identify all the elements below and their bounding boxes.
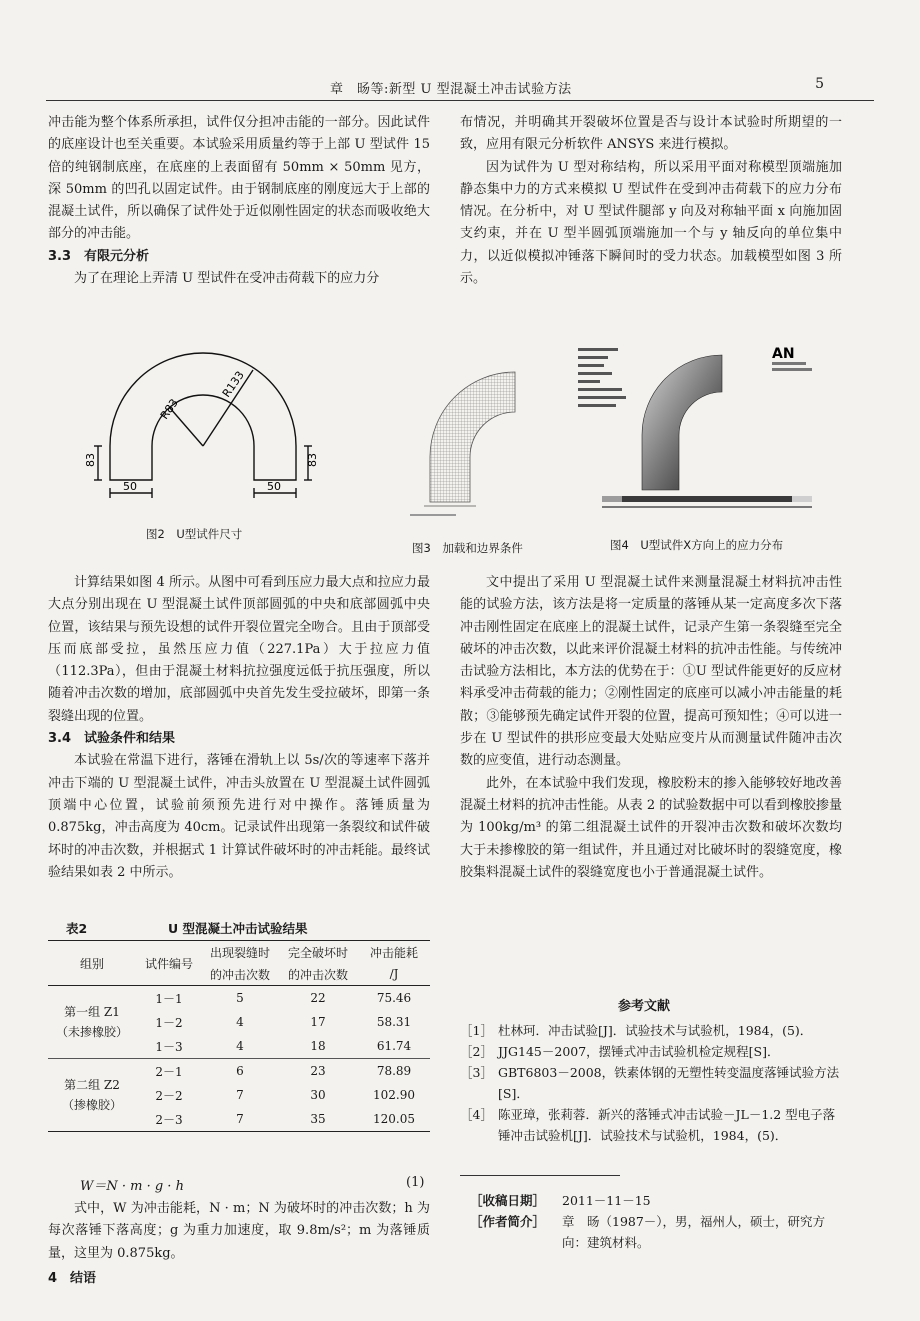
left-column-bottom	[48, 572, 430, 884]
table-header-crack: 出现裂缝时	[209, 945, 270, 960]
paragraph: 因为试件为 U 型对称结构，所以采用平面对称模型顶端施加静态集中力的方式来模拟 U 型试件在受到冲击荷载下的应力分布情况。在分析中，对 U 型试件腿部 y 向及对称轴平面 x 向施加固支约束，并在 U 型半圆弧顶端施加一个与 y 轴反向的单位集中力，以近似模拟冲锤落下瞬间时的受力状态。加载模型如图 3 所示。	[460, 159, 842, 287]
dim-width-right: 50	[267, 480, 281, 493]
table-header-failure: 完全破坏时	[287, 945, 348, 960]
paragraph: 布情况，并明确其开裂破坏位置是否与设计本试验时所期望的一致，应用有限元分析软件 ANSYS 来进行模拟。	[460, 115, 842, 153]
table-header-failure-2: 的冲击次数	[287, 967, 348, 982]
table-row: 第二组 Z2 （掺橡胶） 2－1 6 23 78.89	[48, 1059, 430, 1084]
dim-r133: R133	[219, 368, 247, 400]
meta-rule	[460, 1175, 620, 1176]
paragraph: 本试验在常温下进行，落锤在滑轨上以 5s/次的等速率下落并冲击下端的 U 型混凝土试件，冲击头放置在 U 型混凝土试件圆弧顶端中心位置，试验前须预先进行对中操作。落锤质量为 0.875kg，冲击高度为 40cm。记录试件出现第一条裂纹和试件破坏时的冲击次数，并根据式 1 计算试件破坏时的冲击耗能。最终试验结果如表 2 中所示。	[48, 753, 430, 880]
article-meta	[470, 1190, 842, 1253]
right-column-top	[460, 112, 842, 290]
paragraph: 计算结果如图 4 所示。从图中可看到压应力最大点和拉应力最大点分别出现在 U 型混凝土试件顶部圆弧的中央和底部圆弧中央位置，该结果与预先设想的试件开裂位置完全吻合。且由于顶部受压而底部受拉，虽然压应力值（227.1Pa）大于拉应力值（112.3Pa），但由于混凝土材料抗拉强度远低于抗压强度，所以随着冲击次数的增加，底部圆弧中央首先发生受拉破坏，即第一条裂缝出现的位置。	[48, 575, 430, 724]
table-label: 表2	[66, 921, 88, 936]
dim-height-left: 83	[84, 453, 97, 467]
page-number: 5	[815, 76, 824, 92]
paragraph: 为了在理论上弄清 U 型试件在受冲击荷载下的应力分	[74, 271, 380, 287]
references-list	[460, 1020, 842, 1146]
dim-r83: R83	[157, 396, 181, 422]
paragraph: 此外，在本试验中我们发现，橡胶粉末的掺入能够较好地改善混凝土材料的抗冲击性能。从表 2 的试验数据中可以看到橡胶掺量为 100kg/m³ 的第二组混凝土试件的开裂冲击次数和破坏次数均大于未掺橡胶的第一组试件，并且通过对比破坏时的裂缝宽度，橡胶集料混凝土试件的裂缝宽度也小于普通混凝土试件。	[460, 775, 842, 880]
figure-3-caption: 图3 加载和边界条件	[412, 541, 523, 555]
table-row: 第一组 Z1 （未掺橡胶） 1－1 5 22 75.46	[48, 986, 430, 1011]
left-column-top	[48, 112, 430, 290]
reference-item: ［2］ JJG145－2007，摆锤式冲击试验机检定规程[S]．	[460, 1044, 780, 1059]
paragraph: 冲击能为整个体系所承担，试件仅分担冲击能的一部分。因此试件的底座设计也至关重要。本试验采用质量约等于上部 U 型试件 15 倍的纯钢制底座，在底座的上表面留有 50mm × 50mm 见方，深 50mm 的凹孔以固定试件。由于钢制底座的刚度远大于上部的混凝土试件，所以确保了试件处于近似刚性固定的状态而吸收绝大部分的冲击能。	[48, 115, 430, 242]
figure-stress-plot	[572, 340, 844, 518]
group-cell: 第二组 Z2 （掺橡胶）	[48, 1059, 136, 1132]
dim-width-left: 50	[123, 480, 137, 493]
right-column-bottom	[460, 572, 842, 884]
table-results	[48, 940, 430, 1132]
formula-explanation: 式中，W 为冲击能耗，N · m；N 为破坏时的冲击次数；h 为每次落锤下落高度；g 为重力加速度，取 9.8m/s²；m 为落锤质量，这里为 0.875kg。	[48, 1201, 430, 1261]
figure-2-caption: 图2 U型试件尺寸	[146, 527, 243, 541]
reference-item: ［1］ 杜林珂．冲击试验[J]．试验技术与试验机，1984，(5)．	[460, 1023, 813, 1038]
section-heading: 4 结语	[48, 1271, 97, 1286]
section-heading: 3.4 试验条件和结果	[48, 731, 176, 747]
table-header-energy-2: /J	[389, 967, 399, 981]
table-title: U 型混凝土冲击试验结果	[168, 921, 308, 936]
ansys-logo: AN	[772, 346, 795, 362]
table-header-specimen: 试件编号	[136, 941, 202, 986]
author-info: ［作者简介］ 章 旸（1987－），男，福州人，硕士，研究方向：建筑材料。	[470, 1214, 826, 1250]
group-cell: 第一组 Z1 （未掺橡胶）	[55, 1005, 128, 1039]
table-row: 2－2 7 30 102.90	[155, 1088, 415, 1103]
reference-item: ［4］ 陈亚璋，张莉蓉．新兴的落锤式冲击试验－JL－1.2 型电子落锤冲击试验机[J]．试验技术与试验机，1984，(5)．	[460, 1107, 836, 1143]
figure-u-specimen-drawing	[70, 350, 340, 510]
references-title: 参考文献	[618, 999, 671, 1014]
table-header-energy: 冲击能耗	[369, 945, 418, 960]
table-row: 1－2 4 17 58.31	[155, 1015, 412, 1030]
figure-mesh-drawing	[410, 352, 560, 522]
running-title: 章 旸等:新型 U 型混凝土冲击试验方法	[330, 82, 572, 97]
header-rule	[46, 100, 874, 101]
received-date: ［收稿日期］ 2011－11－15	[470, 1193, 651, 1208]
formula: W＝N · m · g · h	[80, 1179, 184, 1194]
table-row: 2－3 7 35 120.05	[48, 1107, 430, 1132]
dim-height-right: 83	[306, 453, 319, 467]
table-header-group: 组别	[48, 941, 136, 986]
section-heading: 3.3 有限元分析	[48, 248, 150, 264]
reference-item: ［3］ GBT6803－2008，铁素体钢的无塑性转变温度落锤试验方法[S]．	[460, 1065, 840, 1101]
figure-4-caption: 图4 U型试件X方向上的应力分布	[610, 538, 784, 552]
paragraph: 文中提出了采用 U 型混凝土试件来测量混凝土材料抗冲击性能的试验方法，该方法是将一定质量的落锤从某一定高度多次下落冲击刚性固定在底座上的混凝土试件，记录产生第一条裂缝至完全破坏的冲击次数，以此来评价混凝土材料的抗冲击性能。与传统冲击试验方法相比，本方法的优势在于：①U 型试件能更好的反应材料承受冲击荷载的能力；②刚性固定的底座可以减小冲击能量的耗散；③能够预先确定试件开裂的位置，提高可预知性；④可以进一步在 U 型试件的拱形应变最大处贴应变片从而测量试件随冲击次数的应变值，进行动态测量。	[460, 575, 842, 769]
table-header-crack-2: 的冲击次数	[209, 967, 270, 982]
formula-number: (1)	[406, 1175, 425, 1190]
table-row: 1－3 4 18 61.74	[48, 1034, 430, 1059]
